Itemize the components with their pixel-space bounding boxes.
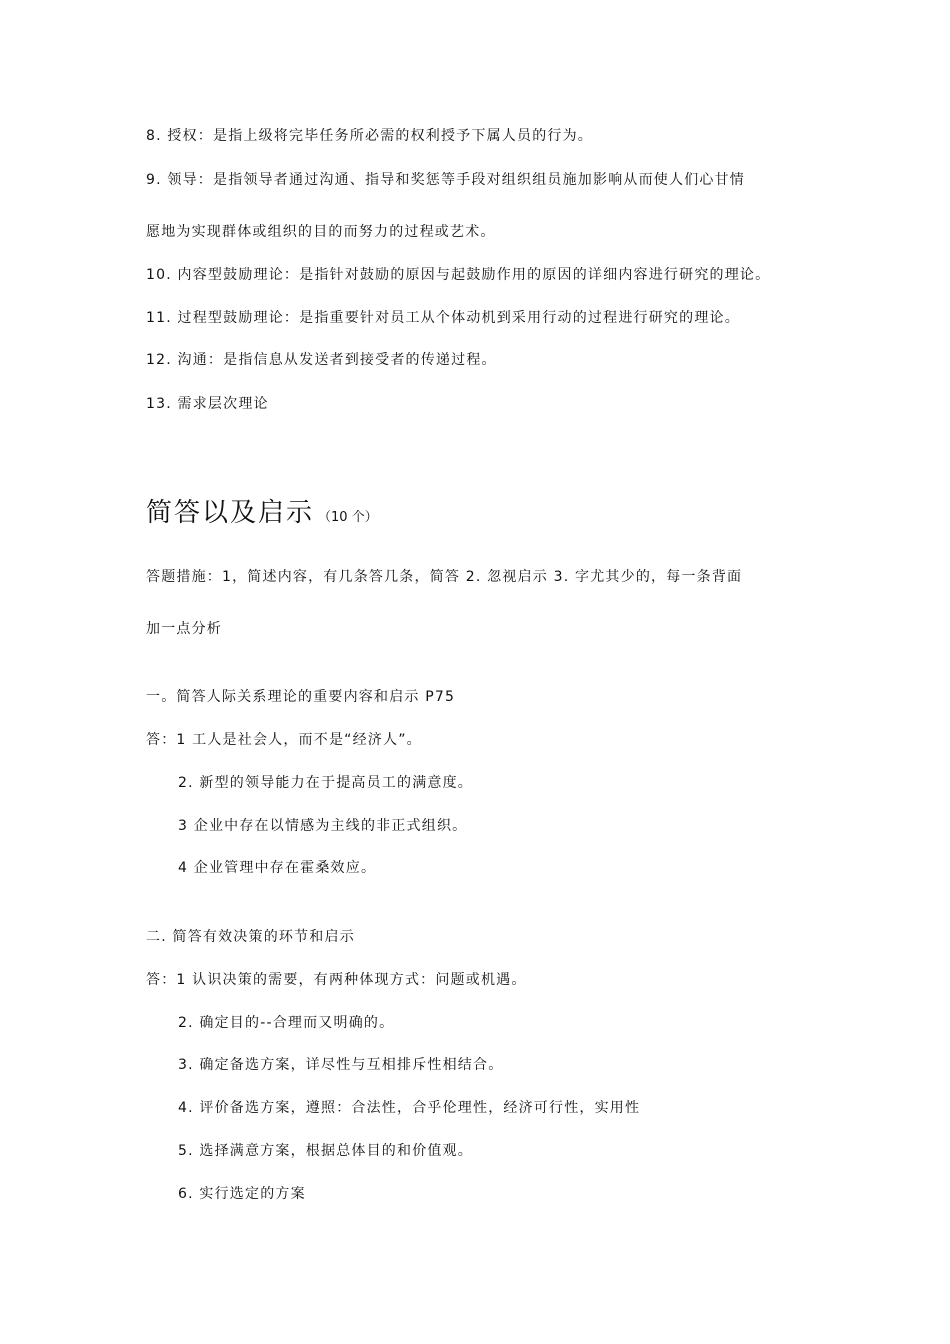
q2-answer-4: 4. 评价备选方案，遵照：合法性，合乎伦理性，经济可行性，实用性 — [178, 1100, 641, 1116]
q1-answer-2: 2. 新型的领导能力在于提高员工的满意度。 — [178, 775, 474, 791]
q2-answer-6: 6. 实行选定的方案 — [178, 1186, 306, 1202]
definition-8: 8. 授权：是指上级将完毕任务所必需的权利授予下属人员的行为。 — [146, 128, 594, 144]
q2-answer-2: 2. 确定目的--合理而又明确的。 — [178, 1015, 395, 1031]
definition-9-continued: 愿地为实现群体或组织的目的而努力的过程或艺术。 — [146, 224, 496, 240]
definition-12: 12. 沟通：是指信息从发送者到接受者的传递过程。 — [146, 352, 497, 368]
answer-method-line-2: 加一点分析 — [146, 621, 222, 637]
q1-answer-4: 4 企业管理中存在霍桑效应。 — [178, 860, 377, 876]
definition-10: 10. 内容型鼓励理论：是指针对鼓励的原因与起鼓励作用的原因的详细内容进行研究的理论。 — [146, 267, 771, 283]
section-heading — [146, 492, 378, 529]
q2-answer-5: 5. 选择满意方案，根据总体目的和价值观。 — [178, 1143, 474, 1159]
q2-answer-1: 答：1 认识决策的需要，有两种体现方式：问题或机遇。 — [146, 972, 527, 988]
section-count: （10 个） — [318, 510, 378, 525]
question-2: 二. 简答有效决策的环节和启示 — [146, 929, 355, 945]
section-title: 简答以及启示 — [146, 498, 315, 528]
q1-answer-3: 3 企业中存在以情感为主线的非正式组织。 — [178, 818, 468, 834]
q2-answer-3: 3. 确定备选方案，详尽性与互相排斥性相结合。 — [178, 1057, 504, 1073]
definition-9: 9. 领导：是指领导者通过沟通、指导和奖惩等手段对组织组员施加影响从而使人们心甘情 — [146, 172, 746, 188]
definition-13: 13. 需求层次理论 — [146, 396, 269, 412]
q1-answer-1: 答：1 工人是社会人，而不是“经济人”。 — [146, 732, 422, 748]
definition-11: 11. 过程型鼓励理论：是指重要针对员工从个体动机到采用行动的过程进行研究的理论。 — [146, 310, 740, 326]
answer-method-line-1: 答题措施：1，简述内容，有几条答几条，简答 2. 忽视启示 3. 字尤其少的，每一条背面 — [146, 569, 743, 585]
question-1: 一。简答人际关系理论的重要内容和启示 P75 — [146, 689, 456, 705]
